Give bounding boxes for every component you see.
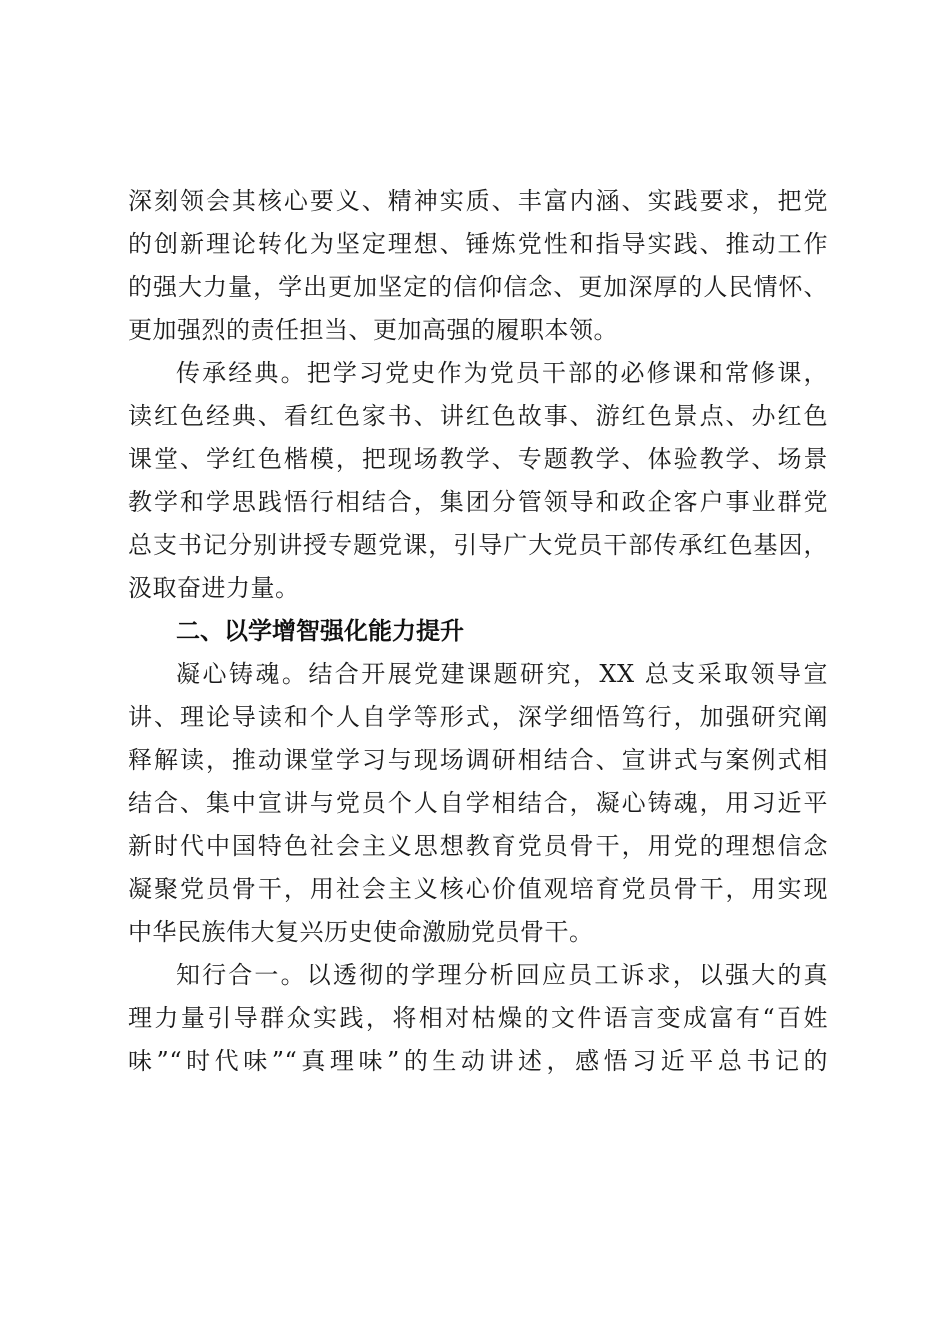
text-line: 新时代中国特色社会主义思想教育党员骨干，用党的理想信念 [128, 832, 828, 860]
text-line: 更加强烈的责任担当、更加高强的履职本领。 [128, 316, 618, 344]
text-line: 读红色经典、看红色家书、讲红色故事、游红色景点、办红色 [128, 402, 828, 430]
text-line: 理力量引导群众实践，将相对枯燥的文件语言变成富有“百姓 [128, 1004, 828, 1032]
text-line: 的强大力量，学出更加坚定的信仰信念、更加深厚的人民情怀、 [128, 273, 828, 301]
section-heading: 二、以学增智强化能力提升 [176, 617, 464, 645]
text-line: 深刻领会其核心要义、精神实质、丰富内涵、实践要求，把党 [128, 187, 828, 215]
text-line: 凝心铸魂。结合开展党建课题研究，XX 总支采取领导宣 [176, 660, 828, 688]
text-line: 知行合一。以透彻的学理分析回应员工诉求，以强大的真 [176, 961, 828, 989]
text-line: 总支书记分别讲授专题党课，引导广大党员干部传承红色基因， [128, 531, 828, 559]
text-line: 释解读，推动课堂学习与现场调研相结合、宣讲式与案例式相 [128, 746, 828, 774]
text-line: 教学和学思践悟行相结合，集团分管领导和政企客户事业群党 [128, 488, 828, 516]
text-line: 的创新理论转化为坚定理想、锤炼党性和指导实践、推动工作 [128, 230, 828, 258]
text-line: 汲取奋进力量。 [128, 574, 300, 602]
text-line: 结合、集中宣讲与党员个人自学相结合，凝心铸魂，用习近平 [128, 789, 828, 817]
paragraph-intro-continuation [128, 180, 828, 352]
text-line: 传承经典。把学习党史作为党员干部的必修课和常修课， [176, 359, 828, 387]
text-line: 课堂、学红色楷模，把现场教学、专题教学、体验教学、场景 [128, 445, 828, 473]
paragraph-unite-hearts [128, 653, 828, 954]
paragraph-knowledge-action [128, 954, 828, 1083]
text-line: 凝聚党员骨干，用社会主义核心价值观培育党员骨干，用实现 [128, 875, 828, 903]
text-line: 中华民族伟大复兴历史使命激励党员骨干。 [128, 918, 594, 946]
text-line: 讲、理论导读和个人自学等形式，深学细悟笃行，加强研究阐 [128, 703, 828, 731]
document-body [128, 180, 828, 1083]
text-line: 味”“时代味”“真理味”的生动讲述，感悟习近平总书记的 [128, 1047, 828, 1075]
paragraph-inherit-classics [128, 352, 828, 610]
